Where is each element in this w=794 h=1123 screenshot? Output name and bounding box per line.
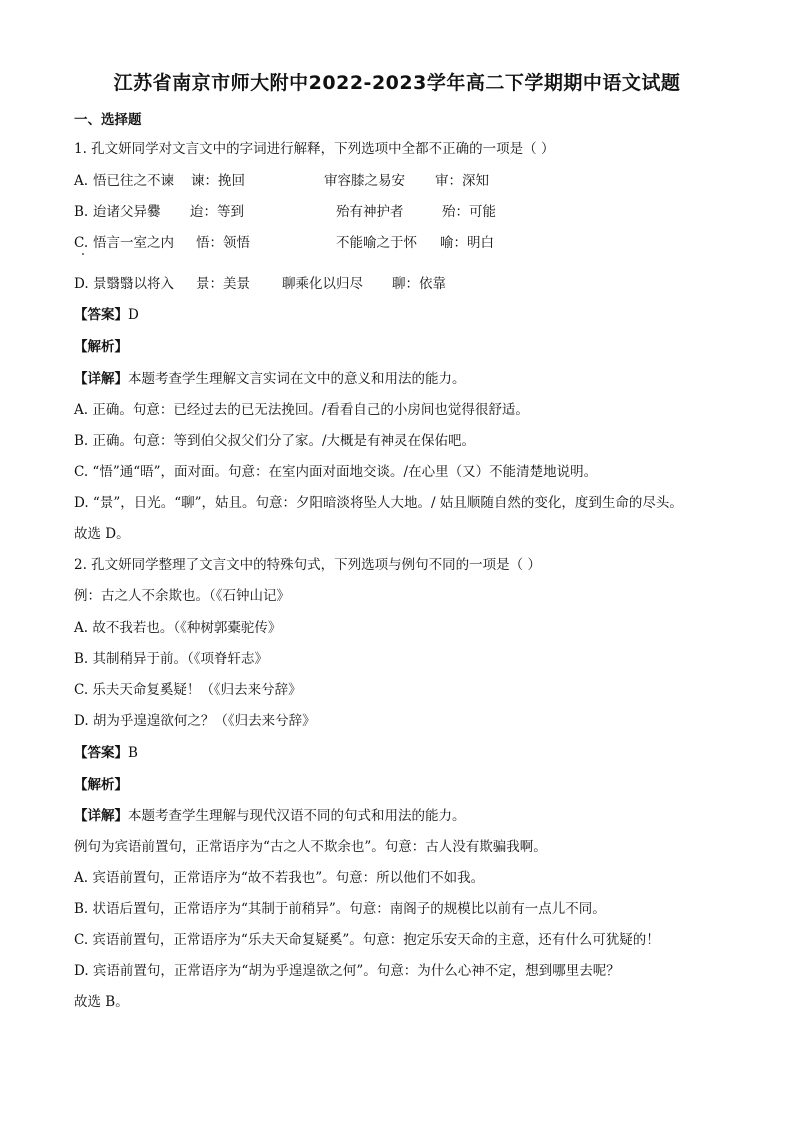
q1-option-d (74, 275, 714, 293)
option-phrase-1: 景翳翳以将入 (93, 276, 174, 292)
page-title: 江苏省南京市师大附中2022-2023学年高二下学期期中语文试题 (113, 72, 681, 94)
q1-option-b (74, 203, 714, 221)
detail-text: 本题考查学生理解与现代汉语不同的句式和用法的能力。 (128, 808, 466, 824)
q2-analysis-line: B. 状语后置句，正常语序为“其制于前稍异”。句意：南阁子的规模比以前有一点儿不同。 (74, 901, 606, 917)
option-label: B. (74, 204, 89, 220)
analysis-tag: 【解析】 (74, 339, 128, 355)
answer-value: B (128, 745, 138, 761)
q2-option-a: A. 故不我若也。（《种树郭橐驼传》 (74, 620, 282, 636)
detail-tag: 【详解】 (74, 808, 128, 824)
option-explain-2: 审：深知 (435, 173, 489, 189)
q1-analysis-line: C. “悟”通“晤”，面对面。句意：在室内面对面地交谈。/在心里（又）不能清楚地说明。 (74, 464, 598, 480)
q1-detail (74, 370, 466, 388)
option-phrase-1: 悟言一室之内 (93, 235, 174, 251)
q1-analysis-line: B. 正确。句意：等到伯父叔父们分了家。/大概是有神灵在保佑吧。 (74, 433, 476, 449)
q2-detail (74, 807, 466, 825)
question-1-stem: 1. 孔文妍同学对文言文中的字词进行解释，下列选项中全都不正确的一项是（ ） (74, 141, 555, 157)
q2-analysis-line: C. 宾语前置句，正常语序为“乐夫天命复疑奚”。句意：抱定乐安天命的主意，还有什么可犹疑的！ (74, 932, 660, 948)
q1-analysis (74, 338, 128, 356)
option-phrase-1: 迨诸父异爨 (93, 204, 161, 220)
option-explain-1: 迨：等到 (190, 204, 244, 220)
option-explain-1: 景：美景 (196, 276, 250, 292)
option-label: A. (74, 173, 89, 189)
option-phrase-2: 聊乘化以归尽 (282, 276, 363, 292)
answer-tag: 【答案】 (74, 745, 128, 761)
option-explain-2: 聊：依靠 (392, 276, 446, 292)
q2-example: 例：古之人不余欺也。（《石钟山记》 (74, 588, 290, 604)
q2-conclusion: 故选 B。 (74, 994, 129, 1010)
question-2-stem: 2. 孔文妍同学整理了文言文中的特殊句式，下列选项与例句不同的一项是（ ） (74, 557, 541, 573)
option-label: C. (74, 235, 89, 251)
q2-analysis-line: 例句为宾语前置句，正常语序为“古之人不欺余也”。句意：古人没有欺骗我啊。 (74, 839, 547, 855)
option-explain-1: 谏：挽回 (191, 173, 245, 189)
q1-answer (74, 306, 139, 324)
q2-answer (74, 744, 138, 762)
q2-option-b: B. 其制稍异于前。（《项脊轩志》 (74, 651, 269, 667)
option-phrase-2: 不能喻之于怀 (336, 235, 417, 251)
q1-analysis-line: D. “景”，日光。“聊”，姑且。句意：夕阳暗淡将坠人大地。/ 姑且顺随自然的变化，度到生命的尽头。 (74, 495, 683, 511)
option-phrase-2: 殆有神护者 (336, 204, 404, 220)
q2-option-c: C. 乐夫天命复奚疑！（《归去来兮辞》 (74, 682, 302, 698)
q2-analysis-line: D. 宾语前置句，正常语序为“胡为乎遑遑欲之何”。句意：为什么心神不定，想到哪里去呢？ (74, 963, 620, 979)
q2-option-d: D. 胡为乎遑遑欲何之？（《归去来兮辞》 (74, 713, 316, 729)
option-explain-2: 殆：可能 (442, 204, 496, 220)
q1-analysis-line: A. 正确。句意：已经过去的已无法挽回。/看看自己的小房间也觉得很舒适。 (74, 402, 529, 418)
scan-dot (82, 253, 84, 255)
option-explain-2: 喻：明白 (440, 235, 494, 251)
option-phrase-2: 审容膝之易安 (324, 173, 405, 189)
analysis-tag: 【解析】 (74, 777, 128, 793)
q1-option-c (74, 234, 714, 252)
option-label: D. (74, 276, 89, 292)
q2-analysis (74, 776, 128, 794)
answer-value: D (128, 307, 139, 323)
option-explain-1: 悟：领悟 (196, 235, 250, 251)
answer-tag: 【答案】 (74, 307, 128, 323)
detail-tag: 【详解】 (74, 371, 128, 387)
q2-analysis-line: A. 宾语前置句，正常语序为“故不若我也”。句意：所以他们不如我。 (74, 870, 485, 886)
section-heading: 一、选择题 (74, 112, 142, 128)
q1-conclusion: 故选 D。 (74, 526, 130, 542)
detail-text: 本题考查学生理解文言实词在文中的意义和用法的能力。 (128, 371, 466, 387)
q1-option-a (74, 172, 714, 190)
option-phrase-1: 悟已往之不谏 (93, 173, 174, 189)
